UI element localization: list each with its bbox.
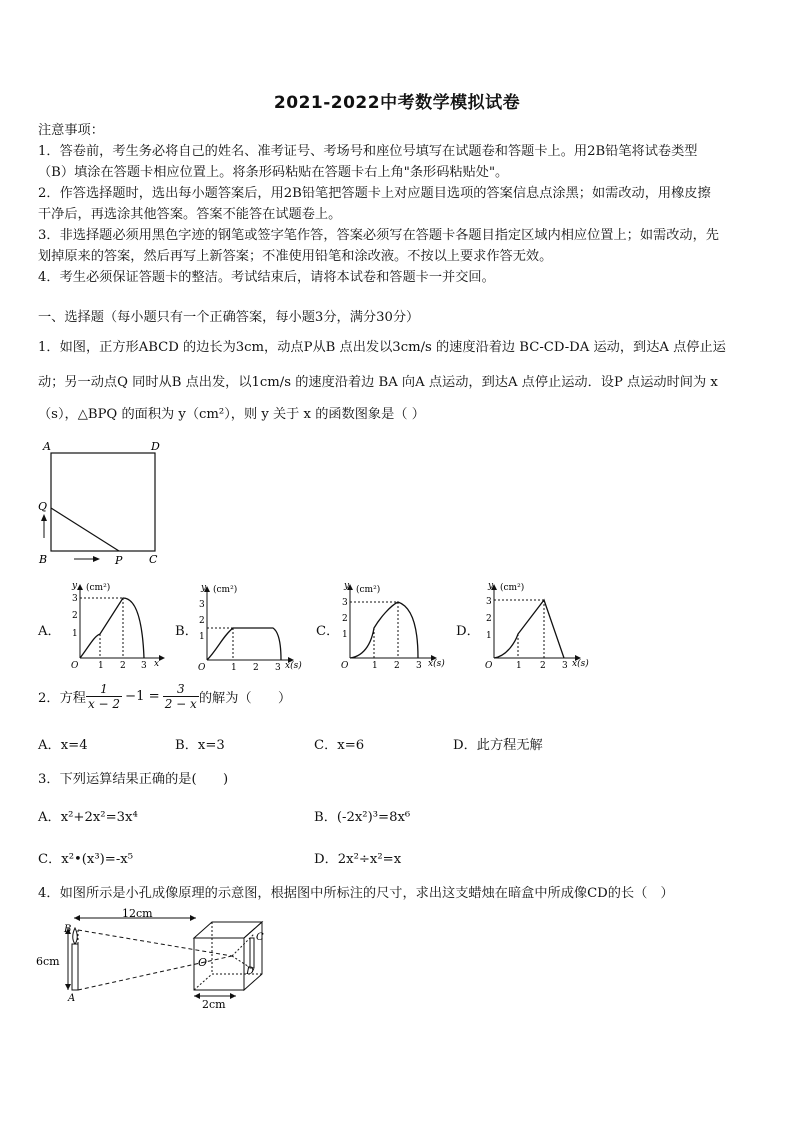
q3-option-a[interactable]: A．x²+2x²=3x⁴ (38, 810, 138, 825)
q2-option-d[interactable]: D．此方程无解 (453, 738, 543, 753)
svg-text:(cm²): (cm²) (356, 585, 381, 595)
svg-text:(cm²): (cm²) (213, 585, 238, 595)
svg-text:y: y (344, 581, 350, 591)
q1-option-c-label[interactable]: C． (316, 624, 340, 639)
q2-middle: −1 = (125, 689, 160, 704)
q2-fraction-2-numerator: 3 (163, 682, 199, 697)
q1-option-b-graph[interactable] (193, 580, 311, 672)
notice-line: 3．非选择题必须用黑色字迹的钢笔或签字笔作答，答案必须写在答题卡各题目指定区域内相应位置上；如需改动，先 (38, 228, 719, 243)
q1-square-figure (34, 438, 174, 570)
notice-line: 干净后，再选涂其他答案。答案不能答在试题卷上。 (38, 207, 342, 222)
q2-fraction-1-numerator: 1 (86, 682, 122, 697)
svg-text:1: 1 (516, 661, 522, 670)
svg-text:O: O (71, 661, 79, 670)
notice-heading: 注意事项： (38, 123, 104, 138)
q3-stem: 3．下列运算结果正确的是( ) (38, 772, 229, 787)
q2-fraction-2-denominator: 2 − x (164, 697, 197, 711)
q3-option-d[interactable]: D．2x²÷x²=x (314, 852, 402, 867)
q1-option-b-label[interactable]: B． (175, 624, 198, 639)
svg-text:O: O (198, 956, 208, 969)
svg-text:1: 1 (199, 632, 205, 642)
svg-text:3: 3 (416, 661, 422, 670)
q2-fraction-1 (86, 682, 122, 711)
q1-stem-line1: 1．如图，正方形ABCD 的边长为3cm，动点P从B 点出发以3cm/s 的速度沿着边 BC-CD-DA 运动，到达A 点停止运 (38, 340, 726, 355)
q2-option-b[interactable]: B．x=3 (175, 738, 225, 753)
section-heading: 一、选择题（每小题只有一个正确答案，每小题3分，满分30分） (38, 310, 420, 325)
svg-text:2: 2 (342, 614, 348, 624)
page-title: 2021-2022中考数学模拟试卷 (273, 93, 521, 113)
svg-text:y: y (201, 583, 207, 593)
svg-text:D: D (246, 966, 255, 977)
svg-text:y: y (488, 581, 494, 591)
svg-text:3: 3 (562, 661, 568, 670)
svg-text:1: 1 (372, 661, 378, 670)
svg-text:2: 2 (253, 663, 259, 672)
notice-line: 1．答卷前，考生务必将自己的姓名、准考证号、考场号和座位号填写在试题卷和答题卡上。用2B铅笔将试卷类型 (38, 144, 698, 159)
svg-text:x(s): x(s) (428, 659, 445, 669)
notice-line: 4．考生必须保证答题卡的整洁。考试结束后，请将本试卷和答题卡一并交回。 (38, 270, 495, 285)
svg-text:x(s): x(s) (285, 661, 302, 671)
q1-option-c-graph[interactable] (334, 578, 454, 670)
q1-stem-line2: 动；另一动点Q 同时从B 点出发，以1cm/s 的速度沿着边 BA 向A 点运动，到达A 点停止运动．设P 点运动时间为 x (38, 375, 718, 390)
notice-line: 划掉原来的答案，然后再写上新答案；不准使用铅笔和涂改液。不按以上要求作答无效。 (38, 249, 553, 264)
svg-text:2: 2 (540, 661, 546, 670)
svg-text:3: 3 (72, 594, 78, 604)
svg-text:3: 3 (486, 597, 492, 607)
svg-text:O: O (485, 661, 493, 670)
svg-text:C: C (256, 932, 264, 943)
svg-text:x: x (154, 659, 160, 669)
svg-text:1: 1 (72, 629, 78, 639)
q2-stem (38, 682, 291, 711)
q2-option-c[interactable]: C．x=6 (314, 738, 365, 753)
svg-text:1: 1 (342, 630, 348, 640)
svg-text:2cm: 2cm (202, 998, 226, 1010)
svg-text:12cm: 12cm (122, 908, 153, 920)
q4-stem: 4．如图所示是小孔成像原理的示意图，根据图中所标注的尺寸，求出这支蜡烛在暗盒中所成像CD的长（ ） (38, 886, 674, 901)
q2-option-a[interactable]: A．x=4 (38, 738, 88, 753)
svg-text:2: 2 (199, 616, 205, 626)
svg-text:1: 1 (231, 663, 237, 672)
q3-option-c[interactable]: C．x²•(x³)=-x⁵ (38, 852, 134, 867)
svg-text:3: 3 (275, 663, 281, 672)
svg-text:O: O (341, 661, 349, 670)
svg-text:6cm: 6cm (36, 955, 60, 968)
q4-pinhole-figure (34, 908, 284, 1010)
svg-text:x(s): x(s) (572, 659, 589, 669)
notice-line: 2．作答选择题时，选出每小题答案后，用2B铅笔把答题卡上对应题目选项的答案信息点涂黑；如需改动，用橡皮擦 (38, 186, 711, 201)
svg-text:3: 3 (342, 598, 348, 608)
notice-line: （B）填涂在答题卡相应位置上。将条形码粘贴在答题卡右上角"条形码粘贴处"。 (38, 165, 509, 180)
svg-text:(cm²): (cm²) (500, 583, 525, 593)
q2-fraction-1-denominator: x − 2 (87, 697, 121, 711)
svg-text:3: 3 (141, 661, 147, 670)
q1-option-d-label[interactable]: D． (456, 624, 480, 639)
fig-label-b: B (39, 553, 48, 566)
fig-label-q: Q (38, 500, 48, 513)
svg-text:2: 2 (72, 611, 78, 621)
fig-label-p: P (115, 554, 123, 567)
q1-option-d-graph[interactable] (478, 578, 600, 670)
svg-text:3: 3 (199, 600, 205, 610)
svg-text:1: 1 (98, 661, 104, 670)
q2-prefix: 2．方程 (38, 691, 86, 706)
fig-label-d: D (151, 440, 160, 453)
q1-stem-line3: （s），△BPQ 的面积为 y（cm²），则 y 关于 x 的函数图象是（ ） (38, 407, 425, 422)
q2-fraction-2 (163, 682, 199, 711)
svg-text:1: 1 (486, 631, 492, 641)
svg-text:y: y (72, 581, 78, 591)
svg-text:(cm²): (cm²) (86, 583, 111, 593)
svg-text:2: 2 (394, 661, 400, 670)
svg-text:O: O (198, 663, 206, 672)
fig-label-c: C (149, 553, 158, 566)
q2-suffix: 的解为（ ） (198, 691, 292, 706)
q1-option-a-graph[interactable] (60, 578, 170, 670)
svg-text:B: B (64, 924, 72, 935)
svg-text:2: 2 (486, 614, 492, 624)
q1-option-a-label[interactable]: A． (38, 624, 61, 639)
fig-label-a: A (43, 440, 51, 453)
q3-option-b[interactable]: B．(-2x²)³=8x⁶ (314, 810, 411, 825)
svg-text:A: A (68, 993, 76, 1004)
svg-text:2: 2 (120, 661, 126, 670)
